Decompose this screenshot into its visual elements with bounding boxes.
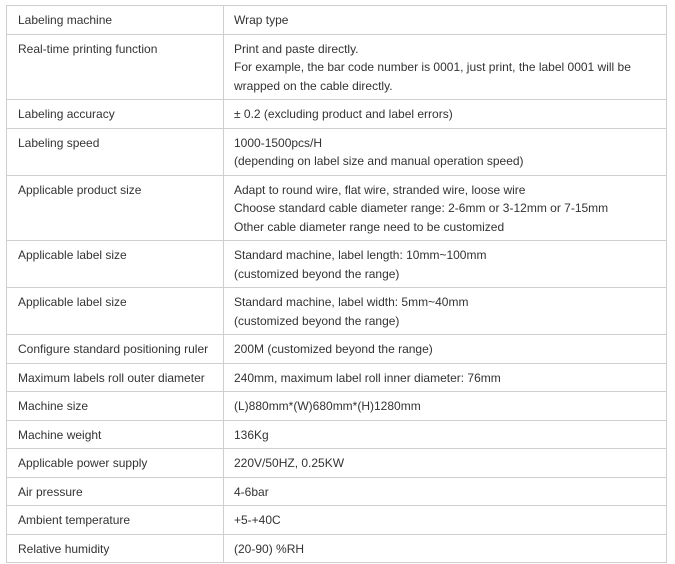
- table-row: [7, 534, 667, 563]
- spec-value-line: 1000-1500pcs/H: [234, 135, 323, 150]
- spec-label: Labeling machine: [7, 6, 224, 35]
- spec-label: Relative humidity: [7, 534, 224, 563]
- spec-label: Applicable product size: [7, 175, 224, 241]
- spec-label: Configure standard positioning ruler: [7, 335, 224, 364]
- spec-value-line: Choose standard cable diameter range: 2-6mm or 3-12mm or 7-15mm: [234, 201, 609, 215]
- spec-value-line: Print and paste directly.: [234, 41, 359, 56]
- spec-value-line: (customized beyond the range): [234, 313, 400, 328]
- spec-value: [224, 288, 667, 335]
- spec-value-line: Other cable diameter range need to be customized: [234, 219, 505, 234]
- spec-value-line: wrapped on the cable directly.: [234, 78, 393, 93]
- spec-value-line: 4-6bar: [234, 484, 269, 499]
- spec-label: Maximum labels roll outer diameter: [7, 363, 224, 392]
- spec-value: [224, 100, 667, 129]
- table-row: [7, 506, 667, 535]
- spec-value: [224, 420, 667, 449]
- table-row: [7, 34, 667, 100]
- table-row: [7, 100, 667, 129]
- spec-label: Real-time printing function: [7, 34, 224, 100]
- spec-value-line: (L)880mm*(W)680mm*(H)1280mm: [234, 399, 421, 413]
- spec-value: [224, 6, 667, 35]
- spec-label: Labeling accuracy: [7, 100, 224, 129]
- spec-value: [224, 477, 667, 506]
- spec-value: [224, 506, 667, 535]
- spec-label: Ambient temperature: [7, 506, 224, 535]
- spec-value-line: 200M (customized beyond the range): [234, 342, 433, 356]
- spec-value-line: Wrap type: [234, 13, 289, 27]
- spec-value: [224, 449, 667, 478]
- spec-value: [224, 128, 667, 175]
- spec-value-line: For example, the bar code number is 0001, just print, the label 0001 will be: [234, 60, 631, 74]
- table-row: [7, 288, 667, 335]
- spec-value-line: ± 0.2 (excluding product and label errors): [234, 107, 453, 121]
- spec-value: [224, 335, 667, 364]
- spec-table: [6, 5, 667, 563]
- table-row: [7, 335, 667, 364]
- spec-value-line: +5-+40C: [234, 513, 281, 527]
- spec-value-line: (20-90) %RH: [234, 541, 305, 556]
- spec-value-line: Adapt to round wire, flat wire, stranded wire, loose wire: [234, 182, 526, 197]
- spec-value: [224, 392, 667, 421]
- spec-value-line: 240mm, maximum label roll inner diameter: 76mm: [234, 370, 501, 385]
- table-row: [7, 241, 667, 288]
- table-row: [7, 6, 667, 35]
- spec-value-line: 220V/50HZ, 0.25KW: [234, 456, 345, 470]
- spec-value-line: (depending on label size and manual operation speed): [234, 154, 524, 168]
- spec-value: [224, 34, 667, 100]
- spec-value-line: (customized beyond the range): [234, 266, 400, 281]
- spec-label: Applicable label size: [7, 241, 224, 288]
- table-row: [7, 420, 667, 449]
- table-row: [7, 449, 667, 478]
- spec-value: [224, 241, 667, 288]
- table-row: [7, 128, 667, 175]
- spec-value-line: 136Kg: [234, 427, 269, 442]
- spec-label: Applicable power supply: [7, 449, 224, 478]
- spec-label: Machine weight: [7, 420, 224, 449]
- table-row: [7, 363, 667, 392]
- spec-label: Air pressure: [7, 477, 224, 506]
- table-row: [7, 392, 667, 421]
- table-row: [7, 175, 667, 241]
- spec-value-line: Standard machine, label width: 5mm~40mm: [234, 295, 469, 309]
- spec-value: [224, 363, 667, 392]
- spec-label: Machine size: [7, 392, 224, 421]
- spec-value-line: Standard machine, label length: 10mm~100mm: [234, 248, 487, 262]
- spec-label: Applicable label size: [7, 288, 224, 335]
- table-row: [7, 477, 667, 506]
- spec-label: Labeling speed: [7, 128, 224, 175]
- spec-value: [224, 534, 667, 563]
- spec-value: [224, 175, 667, 241]
